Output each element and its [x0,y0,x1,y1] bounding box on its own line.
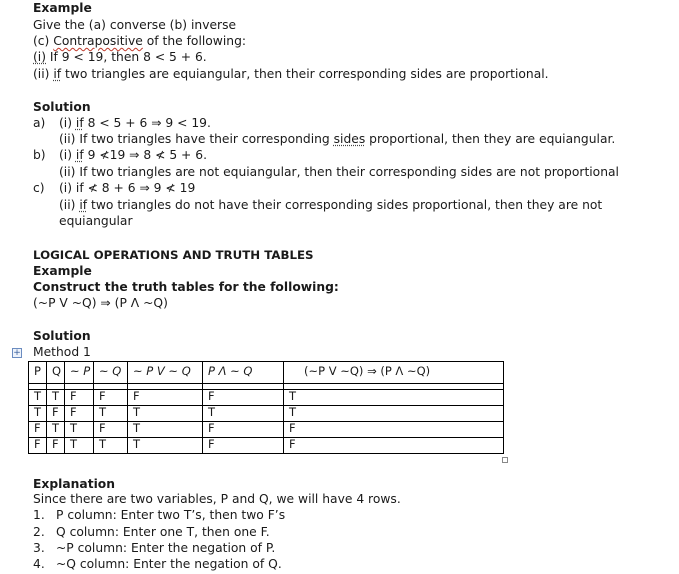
text-span: (ii) If two triangles have their corresponding [59,132,334,146]
truth-table [28,361,504,454]
header-cell: ~ Q [94,362,128,384]
header-cell: (~P V ~Q) ⇒ (P Λ ~Q) [284,362,504,384]
text-span: proportional, then they are equiangular. [365,132,616,146]
list-item: ~P column: Enter the negation of P. [56,541,276,555]
solution-2-heading: Solution [33,329,91,343]
text-span: two triangles are equiangular, then their corresponding sides are proportional. [61,67,549,81]
table-cell: F [47,406,65,422]
table-cell: T [65,438,94,454]
instruction-text: Construct the truth tables for the following: [33,280,339,294]
table-cell: F [203,390,284,406]
table-row [29,406,504,422]
list-item-number: 1. [33,508,45,522]
table-row [29,438,504,454]
header-cell: ~ P [65,362,94,384]
example-heading: Example [33,1,92,15]
solution-b-label: b) [33,148,46,162]
table-cell: F [65,390,94,406]
table-cell: F [29,438,47,454]
table-cell: F [94,390,128,406]
grammar-flag-word: if [79,198,88,212]
table-cell: F [203,422,284,438]
table-cell: T [284,390,504,406]
header-cell: P [29,362,47,384]
section-heading: LOGICAL OPERATIONS AND TRUTH TABLES [33,248,314,262]
table-move-handle-icon[interactable]: + [13,348,21,358]
table-cell: T [94,438,128,454]
table-cell: T [94,406,128,422]
table-cell: T [29,406,47,422]
explanation-heading: Explanation [33,477,115,491]
header-cell: P Λ ~ Q [203,362,284,384]
table-cell: F [284,422,504,438]
text-span: (i) [59,148,76,162]
solution-a-i [59,115,211,131]
grammar-flag-word: if [75,116,84,130]
solution-b-i [59,147,207,163]
table-cell: F [29,422,47,438]
grammar-flag-word: (i) [33,50,47,64]
spellcheck-word: Contrapositive [53,34,143,48]
list-item-number: 3. [33,541,45,555]
solution-b-ii: (ii) If two triangles are not equiangular, then their corresponding sides are not proportional [59,165,619,179]
grammar-flag-word: if [53,67,62,81]
table-cell: F [128,390,203,406]
grammar-flag-word: if [75,148,84,162]
text-span: two triangles do not have their corresponding sides proportional, then they are not [87,198,603,212]
table-cell: T [284,406,504,422]
text-span: 9 ≮19 ⇒ 8 ≮ 5 + 6. [83,148,208,162]
table-cell: T [29,390,47,406]
list-item-number: 2. [33,525,45,539]
solution-c-ii-continued: equiangular [59,214,133,228]
table-resize-handle[interactable] [502,457,508,463]
table-cell: T [128,422,203,438]
text-span: (ii) [59,198,80,212]
table-cell: T [203,406,284,422]
text-span: of the following: [142,34,247,48]
table-cell: F [47,438,65,454]
explanation-intro: Since there are two variables, P and Q, we will have 4 rows. [33,492,401,506]
list-item: ~Q column: Enter the negation of Q. [56,557,282,571]
table-row [29,390,504,406]
method-label: Method 1 [33,345,91,359]
table-header-row [29,362,504,384]
solution-a-label: a) [33,116,46,130]
header-cell: Q [47,362,65,384]
text-span: (i) [59,116,76,130]
header-cell: ~ P V ~ Q [128,362,203,384]
table-row [29,422,504,438]
example-line-2 [33,33,246,49]
text-span: (c) [33,34,54,48]
table-cell: T [47,390,65,406]
grammar-flag-word: sides [333,132,366,146]
table-cell: F [65,406,94,422]
table-cell: T [128,438,203,454]
table-cell: T [128,406,203,422]
text-span: 8 < 5 + 6 ⇒ 9 < 19. [83,116,211,130]
solution-heading: Solution [33,100,91,114]
table-cell: T [65,422,94,438]
expression-text: (~P V ~Q) ⇒ (P Λ ~Q) [33,296,168,310]
list-item-number: 4. [33,557,45,571]
text-span: If 9 < 19, then 8 < 5 + 6. [46,50,207,64]
list-item: P column: Enter two T’s, then two F’s [56,508,286,522]
solution-c-ii [59,197,602,213]
solution-a-ii [59,131,615,147]
list-item: Q column: Enter one T, then one F. [56,525,270,539]
solution-c-label: c) [33,181,45,195]
example-line-3 [33,49,207,65]
table-cell: F [94,422,128,438]
text-span: (ii) [33,67,54,81]
solution-c-i: (i) if ≮ 8 + 6 ⇒ 9 ≮ 19 [59,181,196,195]
example-2-heading: Example [33,264,92,278]
table-cell: F [284,438,504,454]
example-line-1: Give the (a) converse (b) inverse [33,18,237,32]
table-cell: F [203,438,284,454]
example-line-4 [33,66,549,82]
table-cell: T [47,422,65,438]
